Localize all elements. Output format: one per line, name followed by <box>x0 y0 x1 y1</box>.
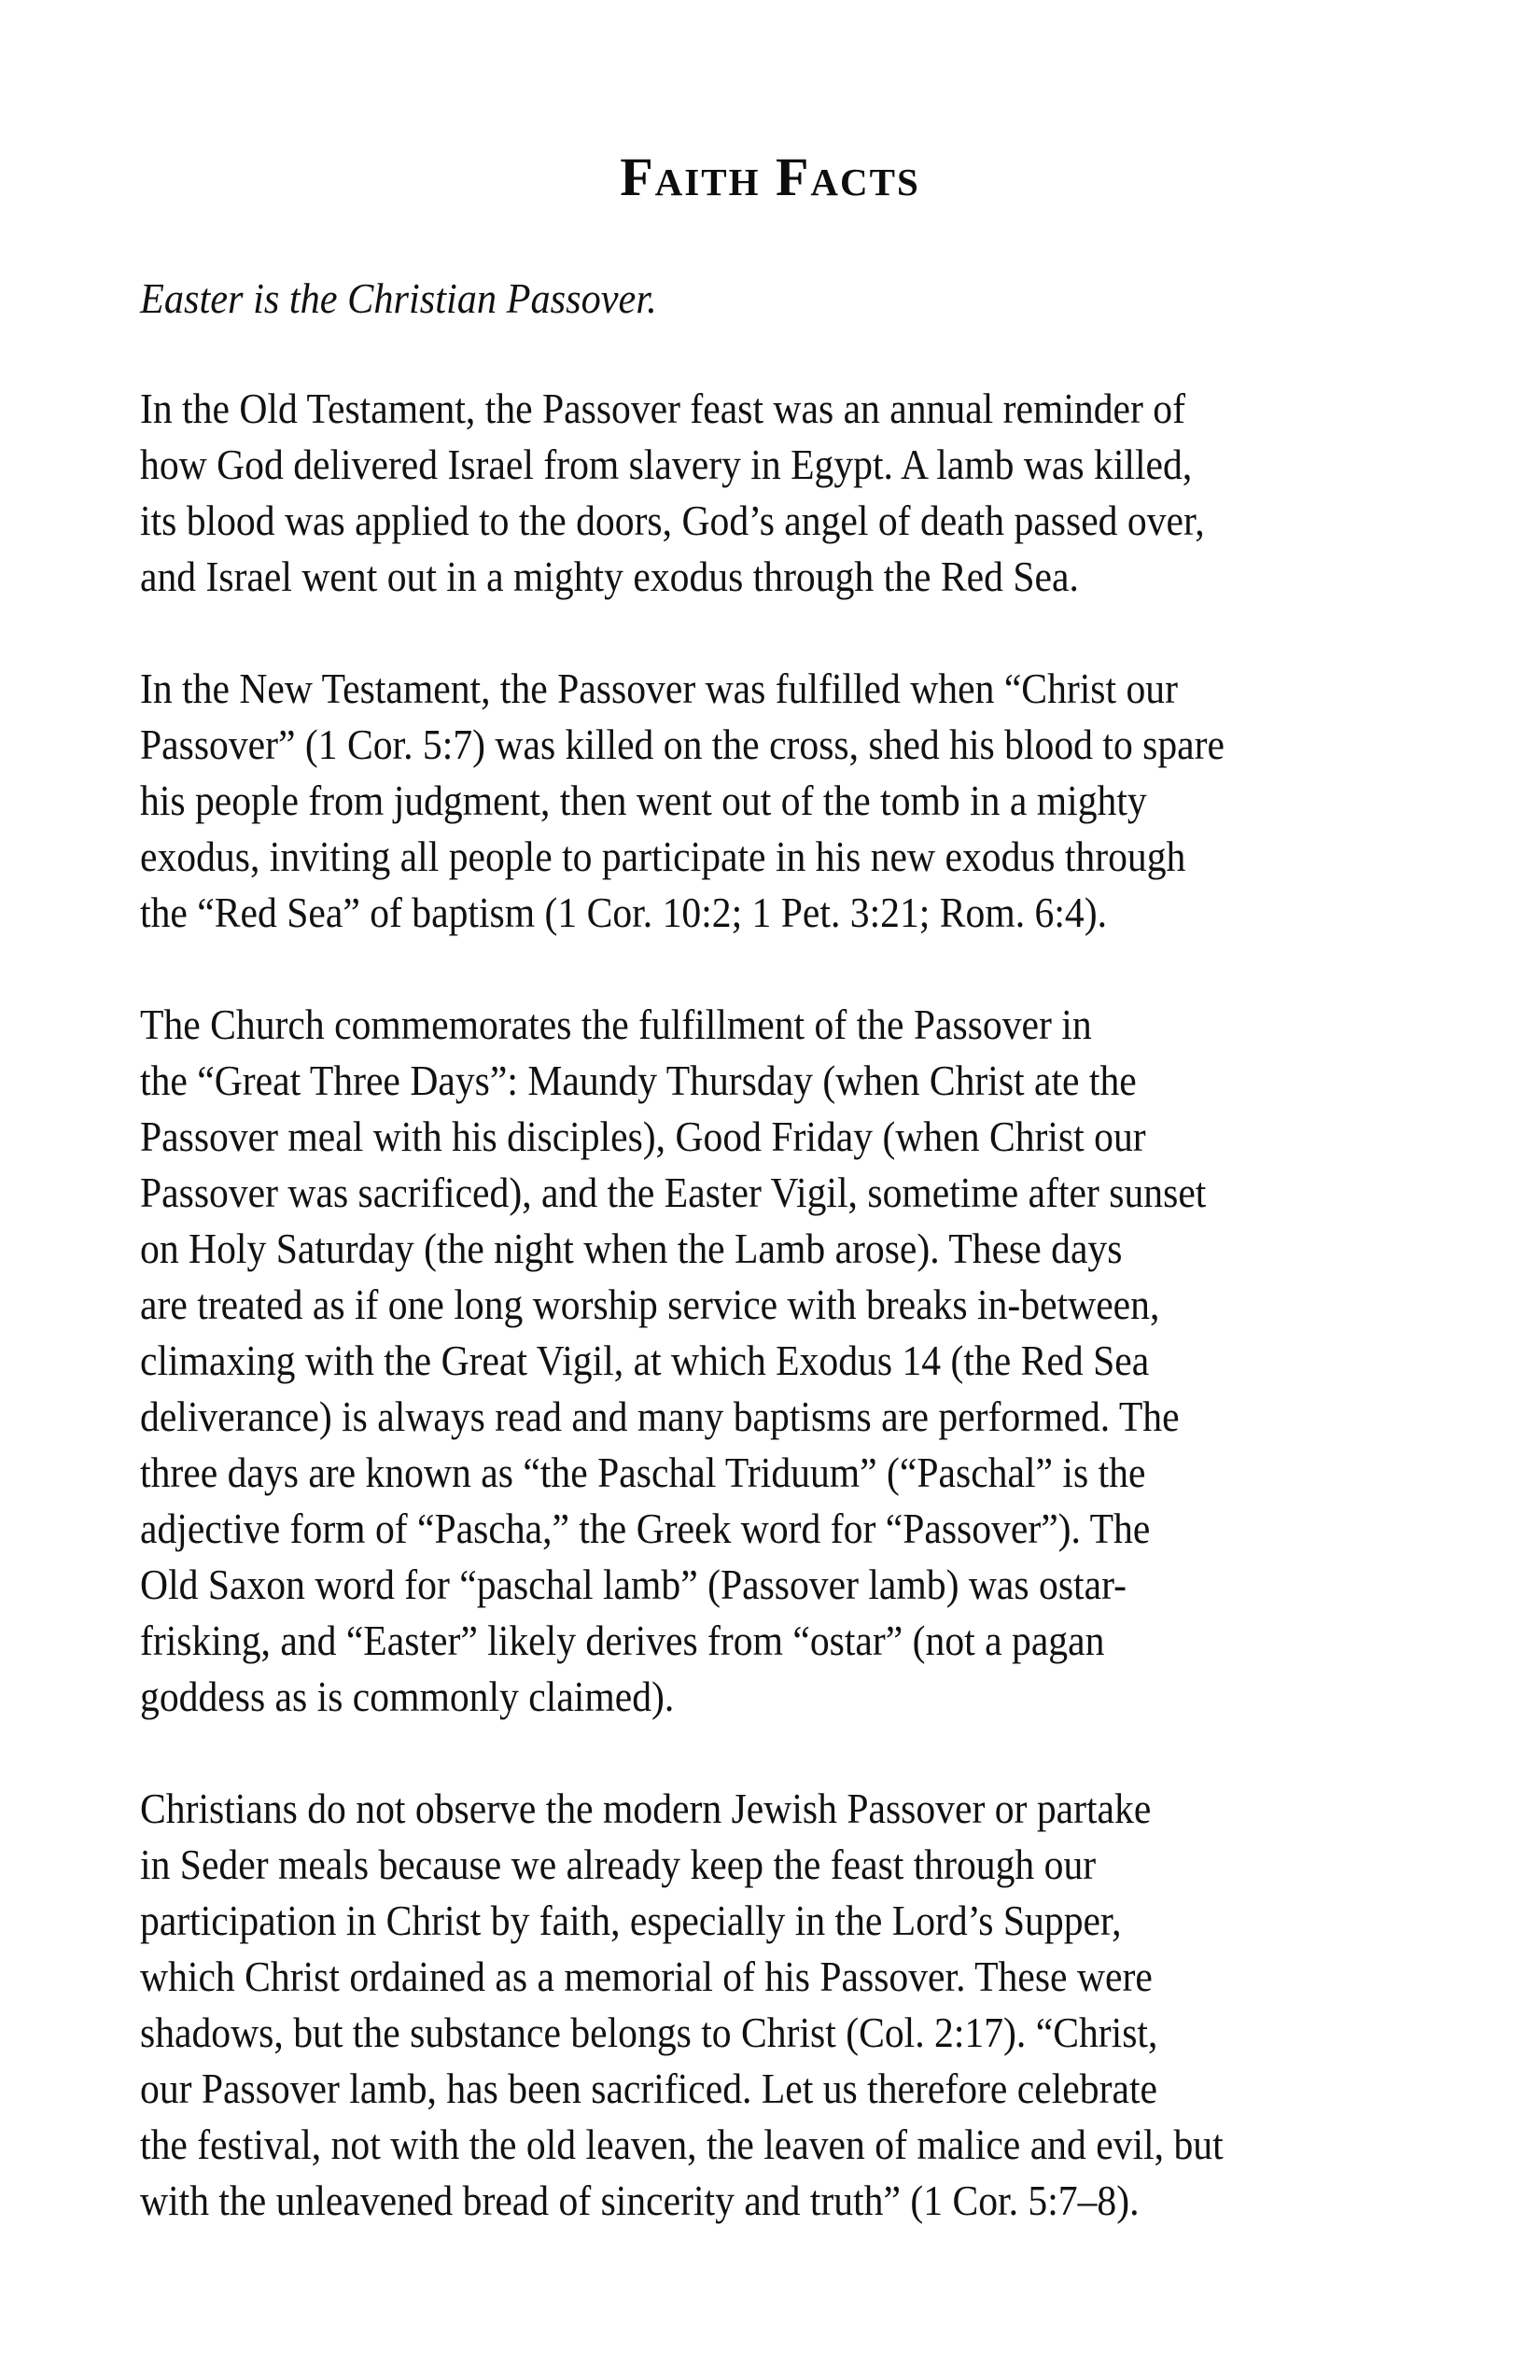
text-line: and Israel went out in a mighty exodus through the Red Sea. <box>140 553 1079 600</box>
paragraph-new-testament <box>140 661 1447 941</box>
text-line: with the unleavened bread of sincerity and truth” (1 Cor. 5:7–8). <box>140 2177 1140 2224</box>
text-line: our Passover lamb, has been sacrificed. Let us therefore celebrate <box>140 2065 1157 2112</box>
text-line: The Church commemorates the fulfillment of the Passover in <box>140 1001 1092 1048</box>
text-line: Old Saxon word for “paschal lamb” (Passover lamb) was ostar- <box>140 1561 1127 1608</box>
text-line: the festival, not with the old leaven, the leaven of malice and evil, but <box>140 2121 1224 2168</box>
text-line: how God delivered Israel from slavery in Egypt. A lamb was killed, <box>140 441 1193 488</box>
text-line: which Christ ordained as a memorial of his Passover. These were <box>140 1953 1153 2000</box>
text-line: three days are known as “the Paschal Triduum” (“Paschal” is the <box>140 1449 1146 1496</box>
paragraph-great-three-days <box>140 997 1447 1725</box>
text-line: the “Red Sea” of baptism (1 Cor. 10:2; 1 Pet. 3:21; Rom. 6:4). <box>140 889 1108 936</box>
text-line: adjective form of “Pascha,” the Greek word for “Passover”). The <box>140 1505 1151 1552</box>
text-line: shadows, but the substance belongs to Christ (Col. 2:17). “Christ, <box>140 2009 1158 2056</box>
text-line: are treated as if one long worship service with breaks in-between, <box>140 1281 1160 1328</box>
text-line: its blood was applied to the doors, God’s angel of death passed over, <box>140 497 1205 544</box>
text-line: deliverance) is always read and many baptisms are performed. The <box>140 1393 1180 1440</box>
text-line: his people from judgment, then went out of the tomb in a mighty <box>140 777 1147 824</box>
paragraph-christians-passover <box>140 1781 1447 2229</box>
text-line: Christians do not observe the modern Jewish Passover or partake <box>140 1785 1152 1832</box>
text-line: In the New Testament, the Passover was fulfilled when “Christ our <box>140 665 1178 712</box>
text-line: participation in Christ by faith, especially in the Lord’s Supper, <box>140 1897 1122 1944</box>
text-line: on Holy Saturday (the night when the Lamb arose). These days <box>140 1225 1123 1272</box>
page-title: Faith Facts <box>620 147 920 207</box>
text-line: Passover was sacrificed), and the Easter Vigil, sometime after sunset <box>140 1169 1207 1216</box>
paragraph-old-testament <box>140 381 1447 605</box>
text-line: Passover meal with his disciples), Good Friday (when Christ our <box>140 1113 1146 1160</box>
text-line: In the Old Testament, the Passover feast was an annual reminder of <box>140 385 1185 432</box>
text-line: goddess as is commonly claimed). <box>140 1673 675 1720</box>
text-line: in Seder meals because we already keep the feast through our <box>140 1841 1097 1888</box>
text-line: the “Great Three Days”: Maundy Thursday (when Christ ate the <box>140 1057 1137 1104</box>
text-line: climaxing with the Great Vigil, at which Exodus 14 (the Red Sea <box>140 1337 1150 1384</box>
subtitle: Easter is the Christian Passover. <box>140 274 657 322</box>
text-line: exodus, inviting all people to participate in his new exodus through <box>140 833 1186 880</box>
text-line: Passover” (1 Cor. 5:7) was killed on the cross, shed his blood to spare <box>140 721 1225 768</box>
text-line: frisking, and “Easter” likely derives from “ostar” (not a pagan <box>140 1617 1105 1664</box>
